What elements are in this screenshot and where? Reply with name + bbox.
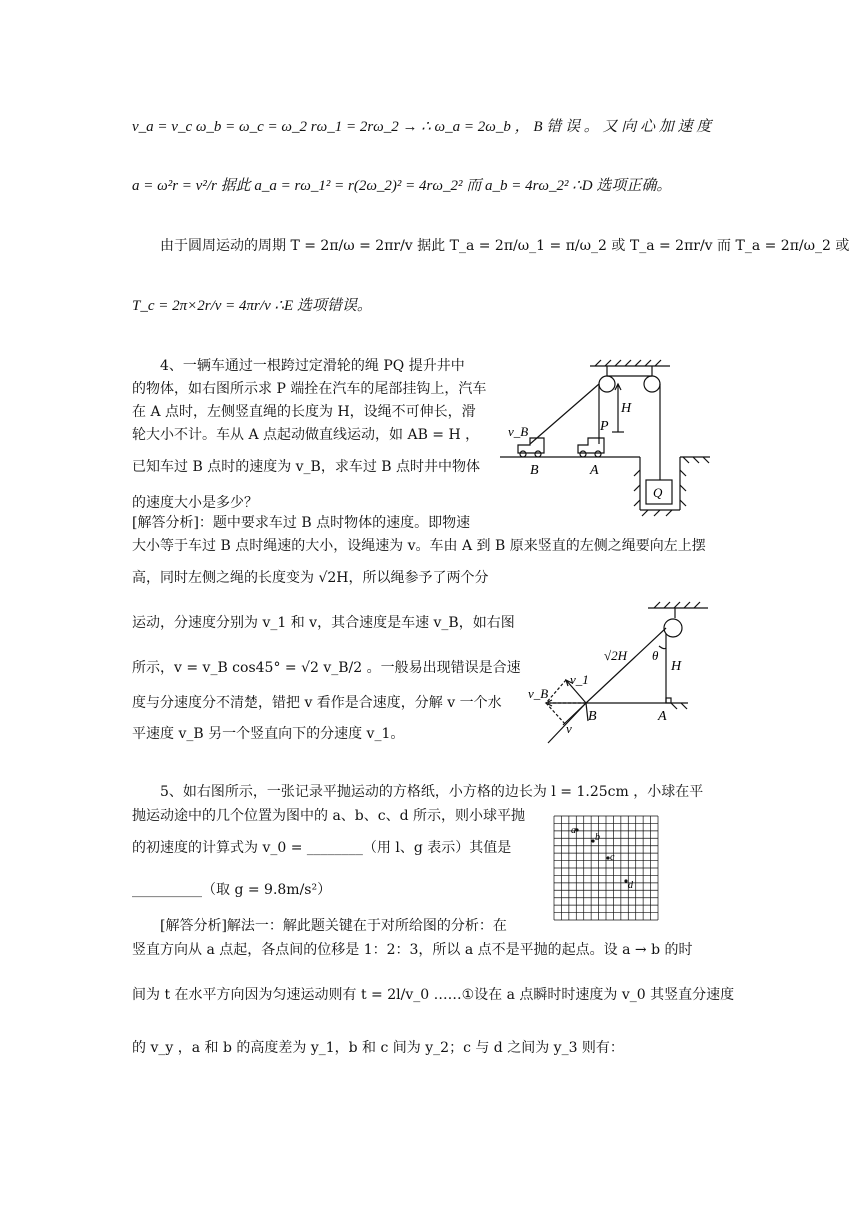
equation-line-period: 由于圆周运动的周期 T = 2π/ω = 2πr/v 据此 T_a = 2π/ω_1 = π/ω_2 或 T_a = 2πr/v 而 T_a = 2π/ω_2 或 (160, 238, 850, 254)
label-theta: θ (652, 648, 659, 663)
problem-4-text-2: 的物体，如右图所示求 P 端拴在汽车的尾部挂钩上，汽车 (132, 381, 487, 397)
problem-4-analysis-6: 度与分速度分不清楚，错把 v 看作是合速度，分解 v 一个水 (132, 695, 502, 711)
label-b: b (595, 832, 600, 843)
problem-5-text-1: 5、如右图所示，一张记录平抛运动的方格纸，小方格的边长为 l = 1.25cm ，小球在平 (160, 784, 704, 800)
problem-4-analysis-1: [解答分析]：题中要求车过 B 点时物体的速度。即物速 (132, 515, 471, 531)
problem-5-text-2: 抛运动途中的几个位置为图中的 a、b、c、d 所示，则小球平抛 (132, 808, 526, 824)
label-P: P (600, 419, 609, 434)
equation-line-angular: v_a = v_c ω_b = ω_c = ω_2 rω_1 = 2rω_2 → ∴ ω_a = 2ω_b ， B 错 误 。 又 向 心 加 速 度 (132, 119, 712, 135)
label-c: c (610, 852, 615, 863)
label-v: v (566, 721, 572, 736)
rope-to-car-B (530, 384, 599, 444)
label-a: a (571, 825, 576, 836)
label-vB: v_B (528, 686, 549, 701)
problem-4-analysis-4: 运动，分速度分别为 v_1 和 v，其合速度是车速 v_B，如右图 (132, 615, 515, 631)
label-A: A (590, 463, 599, 478)
projectile-grid-figure (553, 815, 659, 921)
problem-4-analysis-3: 高，同时左侧之绳的长度变为 √2H，所以绳参予了两个分 (132, 570, 489, 586)
velocity-decomposition-figure (528, 598, 708, 748)
problem-5-text-3: 的初速度的计算式为 v_0 = ________（用 l、g 表示）其值是 (132, 840, 512, 856)
problem-5-text-4: __________（取 g = 9.8m/s²） (132, 882, 332, 898)
equation-line-period-c: T_c = 2π×2r/v = 4πr/v ∴E 选项错误。 (132, 298, 372, 314)
problem-4-analysis-7: 平速度 v_B 另一个竖直向下的分速度 v_1。 (132, 726, 405, 742)
car-at-B (518, 438, 544, 457)
label-sqrt2H: √2H (604, 648, 628, 663)
problem-4-text-6: 的速度大小是多少？ (132, 495, 258, 511)
problem-4-analysis-2: 大小等于车过 B 点时绳速的大小，设绳速为 v。车由 A 到 B 原来竖直的左侧之绳要向左上摆 (132, 538, 706, 554)
problem-4-text-3: 在 A 点时，左侧竖直绳的长度为 H，设绳不可伸长，滑 (132, 404, 476, 420)
right-pulley (644, 376, 660, 392)
label-B: B (530, 463, 539, 478)
problem-5-analysis-1: [解答分析]解法一：解此题关键在于对所给图的分析：在 (160, 918, 507, 934)
label-B: B (588, 709, 597, 724)
label-H: H (671, 659, 682, 674)
label-vB: v_B (508, 424, 529, 439)
car-at-A (578, 438, 604, 457)
pulley-car-figure (500, 360, 720, 520)
problem-4-text-4: 轮大小不计。车从 A 点起动做直线运动，如 AB = H ， (132, 427, 480, 443)
ceiling-hatch (595, 360, 661, 366)
label-H: H (621, 401, 632, 416)
problem-5-analysis-2: 竖直方向从 a 点起，各点间的位移是 1：2：3，所以 a 点不是平抛的起点。设 a → b 的时 (132, 942, 693, 958)
problem-4-analysis-5: 所示，v = v_B cos45° = √2 v_B/2 。一般易出现错误是合速 (132, 660, 521, 676)
label-d: d (628, 880, 633, 891)
left-pulley (599, 376, 615, 392)
problem-4-text-1: 4、一辆车通过一根跨过定滑轮的绳 PQ 提升井中 (160, 358, 465, 374)
pulley (664, 619, 682, 637)
label-A: A (658, 709, 667, 724)
label-Q: Q (653, 485, 663, 500)
label-v1: v_1 (570, 672, 589, 687)
problem-5-analysis-3: 间为 t 在水平方向因为匀速运动则有 t = 2l/v_0 ……①设在 a 点瞬时时速度为 v_0 其竖直分速度 (132, 987, 735, 1003)
equation-line-acceleration: a = ω²r = v²/r 据此 a_a = rω_1² = r(2ω_2)² = 4rω_2² 而 a_b = 4rω_2² ∴D 选项正确。 (132, 178, 672, 194)
problem-5-analysis-4: 的 v_y ，a 和 b 的高度差为 y_1，b 和 c 间为 y_2；c 与 d 之间为 y_3 则有： (132, 1040, 624, 1056)
problem-4-text-5: 已知车过 B 点时的速度为 v_B，求车过 B 点时井中物体 (132, 459, 481, 475)
